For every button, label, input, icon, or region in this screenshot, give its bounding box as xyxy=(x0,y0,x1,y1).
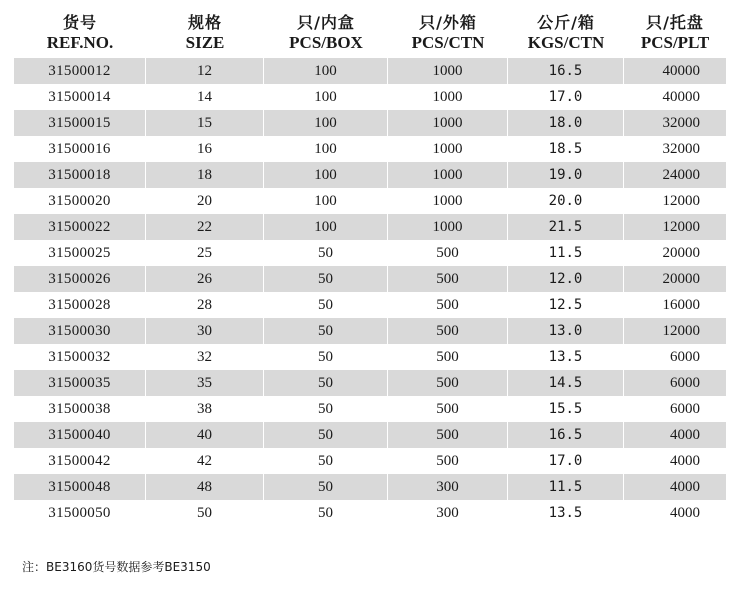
kgs-cell: 21.5 xyxy=(508,214,624,240)
plt-cell: 6000 xyxy=(624,370,726,396)
kgs-cell: 14.5 xyxy=(508,370,624,396)
table-row xyxy=(14,448,726,474)
ref-cell: 31500026 xyxy=(14,266,146,292)
ref-cell: 31500050 xyxy=(14,500,146,526)
kgs-cell: 18.0 xyxy=(508,110,624,136)
size-cell: 48 xyxy=(146,474,264,500)
table-row xyxy=(14,110,726,136)
ctn-cell: 500 xyxy=(388,448,508,474)
kgs-cell: 17.0 xyxy=(508,448,624,474)
plt-cell: 20000 xyxy=(662,244,700,261)
ctn-cell: 1000 xyxy=(388,214,508,240)
header-box-cn: 只/内盒 xyxy=(297,13,355,32)
ref-cell: 31500020 xyxy=(14,188,146,214)
table-row xyxy=(14,474,726,500)
size-cell: 35 xyxy=(146,370,264,396)
box-cell: 50 xyxy=(264,292,388,318)
box-cell: 50 xyxy=(264,370,388,396)
header-kgs xyxy=(508,8,624,58)
size-cell: 38 xyxy=(146,396,264,422)
header-ctn xyxy=(388,8,508,58)
table-row xyxy=(14,422,726,448)
table-row xyxy=(14,136,726,162)
plt-cell: 12000 xyxy=(624,318,726,344)
kgs-cell: 13.5 xyxy=(508,500,624,526)
ctn-cell: 1000 xyxy=(388,58,508,84)
plt-cell: 24000 xyxy=(624,162,726,188)
plt-cell: 40000 xyxy=(624,58,726,84)
box-cell: 50 xyxy=(264,422,388,448)
box-cell: 100 xyxy=(264,162,388,188)
ctn-cell: 500 xyxy=(388,396,508,422)
ref-cell: 31500018 xyxy=(14,162,146,188)
ctn-cell: 300 xyxy=(388,500,508,526)
plt-cell: 4000 xyxy=(624,474,726,500)
plt-cell: 40000 xyxy=(662,88,700,105)
ref-cell: 31500022 xyxy=(14,214,146,240)
ctn-cell: 1000 xyxy=(388,136,508,162)
ref-cell: 31500042 xyxy=(14,448,146,474)
plt-cell: 20000 xyxy=(624,266,726,292)
size-cell: 26 xyxy=(146,266,264,292)
box-cell: 100 xyxy=(264,188,388,214)
header-size-en: SIZE xyxy=(185,33,225,52)
size-cell: 22 xyxy=(146,214,264,240)
plt-cell: 4000 xyxy=(624,422,726,448)
plt-cell: 6000 xyxy=(670,400,700,417)
plt-cell: 12000 xyxy=(624,214,726,240)
header-size-cn: 规格 xyxy=(187,13,222,32)
header-ctn-cn: 只/外箱 xyxy=(419,13,477,32)
kgs-cell: 16.5 xyxy=(508,422,624,448)
ref-cell: 31500016 xyxy=(14,136,146,162)
plt-cell: 6000 xyxy=(670,348,700,365)
ctn-cell: 1000 xyxy=(388,162,508,188)
size-cell: 30 xyxy=(146,318,264,344)
kgs-cell: 12.0 xyxy=(508,266,624,292)
kgs-cell: 13.5 xyxy=(508,344,624,370)
plt-cell: 32000 xyxy=(662,140,700,157)
ref-cell: 31500048 xyxy=(14,474,146,500)
header-ref-en: REF.NO. xyxy=(46,33,114,52)
header-plt xyxy=(624,8,726,58)
ctn-cell: 500 xyxy=(388,344,508,370)
size-cell: 50 xyxy=(146,500,264,526)
plt-cell: 16000 xyxy=(662,296,700,313)
table-row xyxy=(14,500,726,526)
plt-cell: 12000 xyxy=(662,192,700,209)
header-plt-cn: 只/托盘 xyxy=(646,13,704,32)
header-size xyxy=(146,8,264,58)
table-header xyxy=(14,8,726,58)
plt-cell: 4000 xyxy=(670,452,700,469)
kgs-cell: 20.0 xyxy=(508,188,624,214)
table-row xyxy=(14,292,726,318)
ref-cell: 31500040 xyxy=(14,422,146,448)
size-cell: 15 xyxy=(146,110,264,136)
size-cell: 25 xyxy=(146,240,264,266)
spec-table xyxy=(14,8,726,526)
ref-cell: 31500038 xyxy=(14,396,146,422)
box-cell: 100 xyxy=(264,84,388,110)
table-row xyxy=(14,240,726,266)
ctn-cell: 1000 xyxy=(388,110,508,136)
box-cell: 50 xyxy=(264,396,388,422)
box-cell: 50 xyxy=(264,318,388,344)
size-cell: 20 xyxy=(146,188,264,214)
kgs-cell: 11.5 xyxy=(508,474,624,500)
table-body xyxy=(14,58,726,526)
kgs-cell: 17.0 xyxy=(508,84,624,110)
size-cell: 42 xyxy=(146,448,264,474)
table-row xyxy=(14,370,726,396)
table-row xyxy=(14,214,726,240)
size-cell: 16 xyxy=(146,136,264,162)
table-row xyxy=(14,58,726,84)
box-cell: 50 xyxy=(264,344,388,370)
ctn-cell: 500 xyxy=(388,240,508,266)
box-cell: 100 xyxy=(264,110,388,136)
box-cell: 50 xyxy=(264,500,388,526)
ctn-cell: 500 xyxy=(388,422,508,448)
ctn-cell: 500 xyxy=(388,370,508,396)
table-row xyxy=(14,162,726,188)
table-row xyxy=(14,396,726,422)
header-box-en: PCS/BOX xyxy=(289,33,363,52)
header-ctn-en: PCS/CTN xyxy=(411,33,485,52)
header-kgs-cn: 公斤/箱 xyxy=(537,13,595,32)
ctn-cell: 500 xyxy=(388,318,508,344)
kgs-cell: 12.5 xyxy=(508,292,624,318)
ref-cell: 31500028 xyxy=(14,292,146,318)
ctn-cell: 1000 xyxy=(388,84,508,110)
size-cell: 14 xyxy=(146,84,264,110)
kgs-cell: 13.0 xyxy=(508,318,624,344)
kgs-cell: 18.5 xyxy=(508,136,624,162)
header-box xyxy=(264,8,388,58)
ctn-cell: 500 xyxy=(388,292,508,318)
ctn-cell: 500 xyxy=(388,266,508,292)
table-row xyxy=(14,84,726,110)
kgs-cell: 19.0 xyxy=(508,162,624,188)
ref-cell: 31500015 xyxy=(14,110,146,136)
ctn-cell: 1000 xyxy=(388,188,508,214)
size-cell: 32 xyxy=(146,344,264,370)
ref-cell: 31500032 xyxy=(14,344,146,370)
box-cell: 100 xyxy=(264,58,388,84)
size-cell: 40 xyxy=(146,422,264,448)
header-plt-en: PCS/PLT xyxy=(640,33,710,52)
footnote: 注：BE3160货号数据参考BE3150 xyxy=(22,560,211,574)
ref-cell: 31500025 xyxy=(14,240,146,266)
table-row xyxy=(14,188,726,214)
size-cell: 18 xyxy=(146,162,264,188)
table-row xyxy=(14,318,726,344)
plt-cell: 4000 xyxy=(670,504,700,521)
plt-cell: 32000 xyxy=(624,110,726,136)
header-kgs-en: KGS/CTN xyxy=(527,33,605,52)
ref-cell: 31500030 xyxy=(14,318,146,344)
header-ref-cn: 货号 xyxy=(62,13,97,32)
box-cell: 50 xyxy=(264,474,388,500)
box-cell: 50 xyxy=(264,240,388,266)
table-row xyxy=(14,266,726,292)
kgs-cell: 16.5 xyxy=(508,58,624,84)
ref-cell: 31500035 xyxy=(14,370,146,396)
box-cell: 50 xyxy=(264,448,388,474)
size-cell: 28 xyxy=(146,292,264,318)
kgs-cell: 11.5 xyxy=(508,240,624,266)
ctn-cell: 300 xyxy=(388,474,508,500)
ref-cell: 31500014 xyxy=(14,84,146,110)
box-cell: 50 xyxy=(264,266,388,292)
ref-cell: 31500012 xyxy=(14,58,146,84)
table-row xyxy=(14,344,726,370)
header-ref xyxy=(14,8,146,58)
box-cell: 100 xyxy=(264,136,388,162)
box-cell: 100 xyxy=(264,214,388,240)
kgs-cell: 15.5 xyxy=(508,396,624,422)
size-cell: 12 xyxy=(146,58,264,84)
